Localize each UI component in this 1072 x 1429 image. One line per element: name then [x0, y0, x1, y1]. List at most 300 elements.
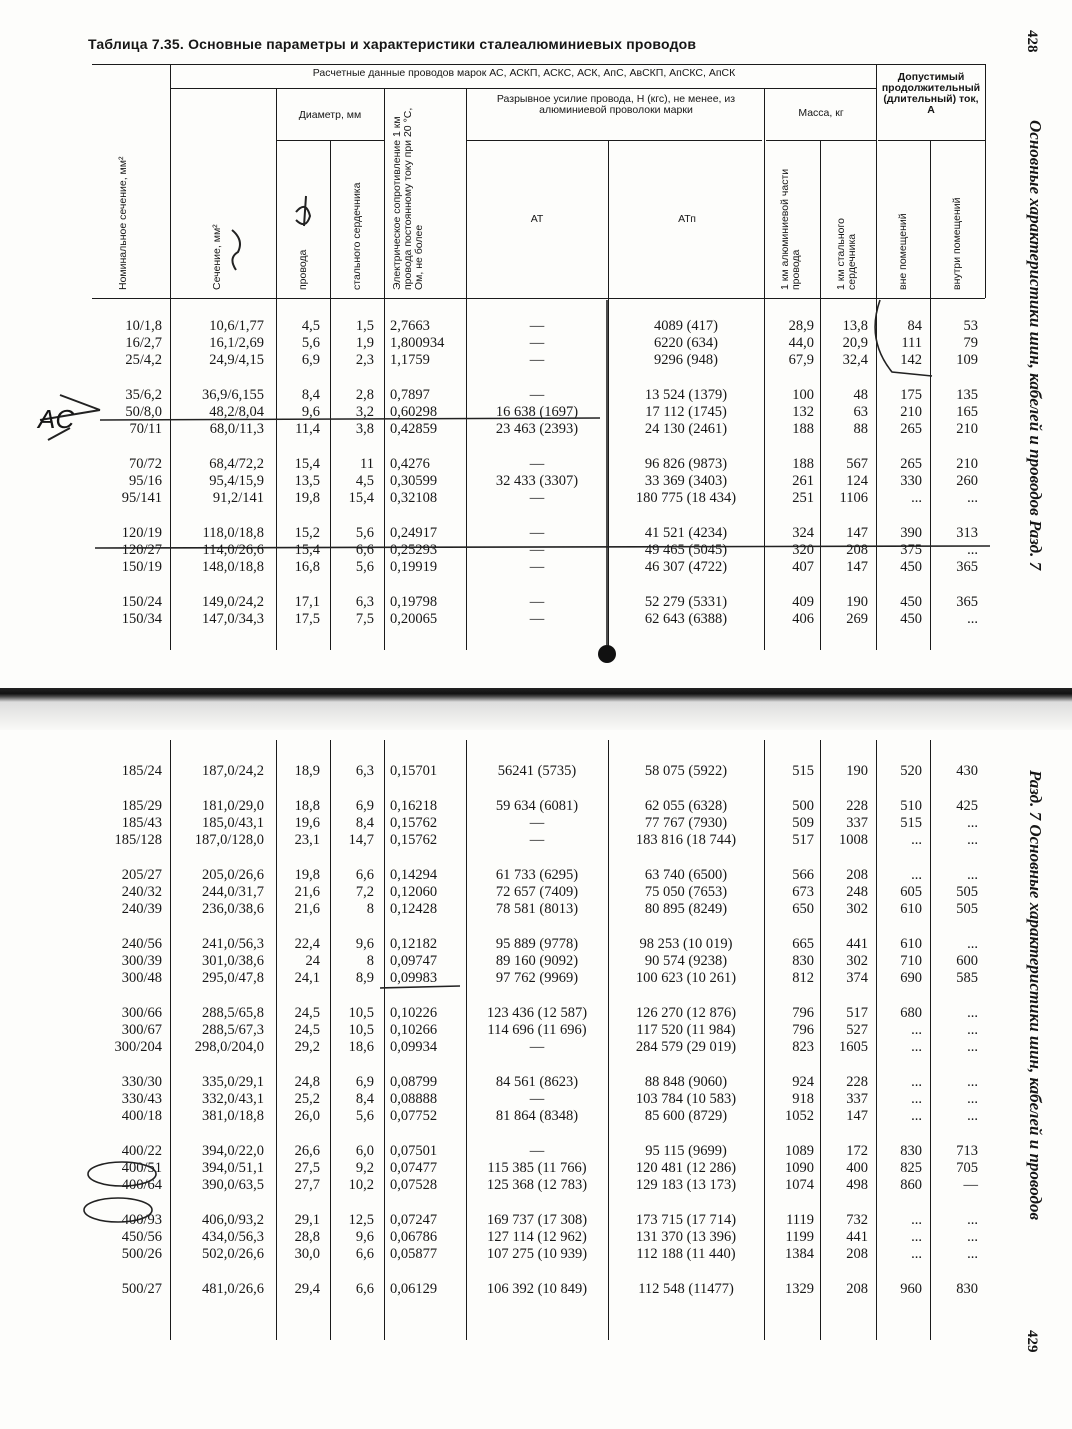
cell-d: 17,5: [294, 611, 320, 627]
cell-atp: 49 465 (5045): [644, 542, 728, 558]
cell-r: 0,14294: [390, 867, 438, 883]
cell-ms: 441: [846, 936, 868, 952]
cell-at: —: [529, 318, 545, 334]
cell-atp: 33 369 (3403): [644, 473, 728, 489]
cell-n: 400/18: [121, 1108, 162, 1124]
cell-atp: 17 112 (1745): [645, 404, 727, 420]
cell-ms: 1008: [839, 832, 868, 848]
cell-atp: 62 643 (6388): [644, 611, 728, 627]
page-number-top: 428: [1024, 30, 1040, 53]
cell-s: 434,0/56,3: [201, 1229, 264, 1245]
header-mass: Масса, кг: [798, 107, 844, 119]
cell-ms: 337: [846, 1091, 868, 1107]
cell-atp: 112 188 (11 440): [636, 1246, 736, 1262]
cell-at: —: [529, 815, 545, 831]
cell-ii: ...: [967, 815, 978, 831]
cell-ms: 124: [846, 473, 868, 489]
cell-at: —: [529, 335, 545, 351]
cell-n: 95/16: [128, 473, 162, 489]
cell-r: 0,07247: [390, 1212, 438, 1228]
cell-s: 244,0/31,7: [201, 884, 264, 900]
cell-ma: 796: [792, 1005, 814, 1021]
running-head-bottom: Разд. 7 Основные характеристики шин, кабелей и проводов: [1026, 770, 1045, 1221]
cell-atp: 52 279 (5331): [644, 594, 728, 610]
cell-ma: 517: [792, 832, 814, 848]
cell-dc: 6,6: [355, 867, 374, 883]
cell-at: 16 638 (1697): [495, 404, 579, 420]
cell-ms: 302: [846, 901, 868, 917]
cell-atp: 96 826 (9873): [644, 456, 728, 472]
cell-io: ...: [911, 1212, 922, 1228]
cell-io: ...: [911, 1022, 922, 1038]
cell-n: 70/72: [128, 456, 162, 472]
cell-ma: 407: [792, 559, 814, 575]
cell-r: 2,7663: [390, 318, 430, 334]
cell-dc: 7,2: [355, 884, 374, 900]
cell-s: 24,9/4,15: [209, 352, 264, 368]
cell-ii: ...: [967, 1022, 978, 1038]
cell-r: 0,12428: [390, 901, 438, 917]
cell-atp: 24 130 (2461): [644, 421, 728, 437]
cell-io: ...: [911, 867, 922, 883]
cell-s: 187,0/24,2: [201, 763, 264, 779]
cell-ii: ...: [967, 1229, 978, 1245]
cell-io: 610: [900, 901, 922, 917]
cell-io: 450: [900, 611, 922, 627]
cell-atp: 85 600 (8729): [644, 1108, 728, 1124]
cell-dc: 6,6: [355, 1246, 374, 1262]
cell-ms: 302: [846, 953, 868, 969]
cell-s: 10,6/1,77: [209, 318, 264, 334]
cell-ma: 509: [792, 815, 814, 831]
cell-ma: 665: [792, 936, 814, 952]
cell-atp: 98 253 (10 019): [639, 936, 733, 952]
cell-ms: 190: [846, 594, 868, 610]
cell-ms: 567: [846, 456, 868, 472]
cell-s: 295,0/47,8: [201, 970, 264, 986]
cell-n: 25/4,2: [125, 352, 162, 368]
cell-ma: 1384: [785, 1246, 814, 1262]
cell-ii: ...: [967, 1039, 978, 1055]
cell-atp: 183 816 (18 744): [635, 832, 737, 848]
cell-ii: ...: [967, 490, 978, 506]
cell-at: —: [529, 594, 545, 610]
cell-io: 860: [900, 1177, 922, 1193]
cell-s: 205,0/26,6: [201, 867, 264, 883]
cell-at: 127 114 (12 962): [487, 1229, 587, 1245]
cell-ii: 705: [956, 1160, 978, 1176]
cell-io: ...: [911, 832, 922, 848]
cell-s: 335,0/29,1: [201, 1074, 264, 1090]
cell-atp: 58 075 (5922): [644, 763, 728, 779]
cell-s: 68,0/11,3: [209, 421, 264, 437]
cell-d: 6,9: [301, 352, 320, 368]
cell-dc: 9,6: [355, 936, 374, 952]
cell-dc: 1,9: [355, 335, 374, 351]
cell-dc: 6,6: [355, 1281, 374, 1297]
cell-dc: 1,5: [355, 318, 374, 334]
cell-at: 32 433 (3307): [495, 473, 579, 489]
cell-d: 26,0: [294, 1108, 320, 1124]
cell-ma: 515: [792, 763, 814, 779]
cell-r: 0,10226: [390, 1005, 438, 1021]
cell-io: 825: [900, 1160, 922, 1176]
cell-ma: 188: [792, 421, 814, 437]
cell-dc: 14,7: [348, 832, 374, 848]
cell-d: 18,9: [294, 763, 320, 779]
cell-n: 50/8,0: [125, 404, 162, 420]
cell-io: 830: [900, 1143, 922, 1159]
cell-r: 0,32108: [390, 490, 438, 506]
cell-d: 24,5: [294, 1005, 320, 1021]
cell-ma: 320: [792, 542, 814, 558]
cell-at: 23 463 (2393): [495, 421, 579, 437]
cell-r: 0,12060: [390, 884, 438, 900]
cell-atp: 9296 (948): [653, 352, 719, 368]
cell-ii: 109: [956, 352, 978, 368]
cell-ma: 100: [792, 387, 814, 403]
cell-io: ...: [911, 1091, 922, 1107]
cell-atp: 131 370 (13 396): [635, 1229, 737, 1245]
cell-at: 81 864 (8348): [495, 1108, 579, 1124]
cell-atp: 46 307 (4722): [644, 559, 728, 575]
cell-r: 0,09983: [390, 970, 438, 986]
cell-ms: 88: [853, 421, 868, 437]
cell-n: 120/19: [121, 525, 162, 541]
cell-atp: 95 115 (9699): [645, 1143, 727, 1159]
cell-at: 59 634 (6081): [495, 798, 579, 814]
cell-atp: 6220 (634): [653, 335, 719, 351]
cell-d: 19,8: [294, 867, 320, 883]
cell-at: 97 762 (9969): [495, 970, 579, 986]
cell-s: 149,0/24,2: [201, 594, 264, 610]
cell-ma: 44,0: [788, 335, 814, 351]
cell-ii: ...: [967, 936, 978, 952]
cell-atp: 4089 (417): [653, 318, 719, 334]
cell-s: 114,0/26,6: [202, 542, 264, 558]
cell-ms: 441: [846, 1229, 868, 1245]
cell-dc: 6,0: [355, 1143, 374, 1159]
cell-ms: 13,8: [842, 318, 868, 334]
cell-at: 95 889 (9778): [495, 936, 579, 952]
cell-atp: 63 740 (6500): [644, 867, 728, 883]
cell-ma: 1329: [785, 1281, 814, 1297]
cell-at: —: [529, 611, 545, 627]
header-mass-al: 1 км алюминиевой части провода: [779, 168, 802, 290]
cell-n: 35/6,2: [125, 387, 162, 403]
cell-ii: ...: [967, 1005, 978, 1021]
cell-r: 0,06786: [390, 1229, 438, 1245]
cell-s: 298,0/204,0: [194, 1039, 264, 1055]
cell-at: 61 733 (6295): [495, 867, 579, 883]
cell-d: 19,6: [294, 815, 320, 831]
cell-dc: 8,4: [355, 1091, 374, 1107]
cell-io: 710: [900, 953, 922, 969]
cell-d: 23,1: [294, 832, 320, 848]
page-number-bottom: 429: [1024, 1330, 1040, 1353]
cell-r: 0,42859: [390, 421, 438, 437]
running-head-top: Основные характеристики шин, кабелей и проводов Разд. 7: [1026, 120, 1045, 571]
cell-d: 15,4: [294, 542, 320, 558]
cell-r: 0,09747: [390, 953, 438, 969]
cell-ma: 1089: [785, 1143, 814, 1159]
cell-ma: 812: [792, 970, 814, 986]
cell-ms: 208: [846, 1281, 868, 1297]
cell-dc: 8,9: [355, 970, 374, 986]
cell-atp: 80 895 (8249): [644, 901, 728, 917]
cell-s: 118,0/18,8: [202, 525, 264, 541]
header-break-at: АТ: [530, 213, 544, 225]
cell-r: 0,10266: [390, 1022, 438, 1038]
cell-ma: 796: [792, 1022, 814, 1038]
cell-at: 114 696 (11 696): [487, 1022, 587, 1038]
cell-d: 15,4: [294, 456, 320, 472]
cell-ii: —: [963, 1177, 978, 1193]
header-diameter: Диаметр, мм: [298, 109, 362, 121]
cell-dc: 8: [366, 953, 374, 969]
cell-atp: 62 055 (6328): [644, 798, 728, 814]
cell-atp: 13 524 (1379): [644, 387, 728, 403]
cell-atp: 100 623 (10 261): [635, 970, 737, 986]
cell-s: 288,5/65,8: [201, 1005, 264, 1021]
cell-r: 0,05877: [390, 1246, 438, 1262]
cell-n: 185/24: [121, 763, 162, 779]
cell-io: 610: [900, 936, 922, 952]
cell-n: 150/24: [121, 594, 162, 610]
cell-ms: 527: [846, 1022, 868, 1038]
cell-ii: ...: [967, 1108, 978, 1124]
cell-ma: 1119: [786, 1212, 814, 1228]
scan-fold: [0, 688, 1072, 702]
cell-n: 300/204: [114, 1039, 162, 1055]
header-cur-out: вне помещений: [897, 213, 909, 290]
cell-s: 332,0/43,1: [201, 1091, 264, 1107]
cell-n: 120/27: [121, 542, 162, 558]
cell-io: 175: [900, 387, 922, 403]
cell-ii: ...: [967, 867, 978, 883]
cell-ii: 53: [963, 318, 978, 334]
cell-ms: 208: [846, 1246, 868, 1262]
cell-n: 400/64: [121, 1177, 162, 1193]
cell-r: 0,08799: [390, 1074, 438, 1090]
cell-io: 265: [900, 456, 922, 472]
cell-r: 0,07501: [390, 1143, 438, 1159]
cell-at: —: [529, 525, 545, 541]
cell-s: 394,0/22,0: [201, 1143, 264, 1159]
cell-io: ...: [911, 1108, 922, 1124]
cell-ma: 132: [792, 404, 814, 420]
cell-ii: ...: [967, 1246, 978, 1262]
cell-at: —: [529, 1039, 545, 1055]
cell-ma: 1074: [785, 1177, 814, 1193]
cell-n: 300/66: [121, 1005, 162, 1021]
cell-dc: 6,9: [355, 1074, 374, 1090]
cell-r: 0,16218: [390, 798, 438, 814]
cell-atp: 77 767 (7930): [644, 815, 728, 831]
cell-ms: 32,4: [842, 352, 868, 368]
cell-n: 500/27: [121, 1281, 162, 1297]
cell-dc: 6,9: [355, 798, 374, 814]
cell-s: 236,0/38,6: [201, 901, 264, 917]
cell-dc: 8,4: [355, 815, 374, 831]
cell-at: —: [529, 559, 545, 575]
cell-d: 30,0: [294, 1246, 320, 1262]
cell-s: 301,0/38,6: [201, 953, 264, 969]
cell-ms: 732: [846, 1212, 868, 1228]
cell-d: 8,4: [301, 387, 320, 403]
cell-ma: 1090: [785, 1160, 814, 1176]
cell-s: 241,0/56,3: [201, 936, 264, 952]
cell-d: 18,8: [294, 798, 320, 814]
cell-atp: 120 481 (12 286): [635, 1160, 737, 1176]
header-nominal-section: Номинальное сечение, мм²: [117, 156, 129, 290]
cell-io: 960: [900, 1281, 922, 1297]
cell-ma: 261: [792, 473, 814, 489]
cell-n: 300/48: [121, 970, 162, 986]
header-breaking: Разрывное усилие провода, Н (кгс), не менее, из алюминиевой проволоки марки: [496, 93, 736, 116]
cell-at: —: [529, 832, 545, 848]
cell-ms: 248: [846, 884, 868, 900]
cell-dc: 9,6: [355, 1229, 374, 1245]
cell-n: 400/93: [121, 1212, 162, 1228]
cell-atp: 112 548 (11477): [638, 1281, 734, 1297]
cell-atp: 173 715 (17 714): [635, 1212, 737, 1228]
cell-ms: 190: [846, 763, 868, 779]
cell-dc: 5,6: [355, 1108, 374, 1124]
cell-ii: 365: [956, 594, 978, 610]
cell-io: 450: [900, 594, 922, 610]
cell-at: 106 392 (10 849): [486, 1281, 588, 1297]
cell-r: 0,25293: [390, 542, 438, 558]
cell-r: 0,07528: [390, 1177, 438, 1193]
cell-s: 181,0/29,0: [201, 798, 264, 814]
cell-at: 84 561 (8623): [495, 1074, 579, 1090]
header-break-atp: АТп: [678, 213, 696, 225]
header-diam-core: стального сердечника: [351, 182, 363, 290]
cell-d: 5,6: [301, 335, 320, 351]
cell-at: 123 436 (12 587): [486, 1005, 588, 1021]
cell-dc: 6,3: [355, 763, 374, 779]
cell-io: 605: [900, 884, 922, 900]
cell-r: 0,09934: [390, 1039, 438, 1055]
cell-s: 390,0/63,5: [201, 1177, 264, 1193]
cell-d: 4,5: [301, 318, 320, 334]
cell-n: 500/26: [121, 1246, 162, 1262]
cell-ms: 374: [846, 970, 868, 986]
cell-s: 68,4/72,2: [209, 456, 264, 472]
cell-ii: 430: [956, 763, 978, 779]
margin-note-ac: AC: [38, 404, 75, 434]
cell-r: 0,07477: [390, 1160, 438, 1176]
cell-dc: 3,8: [355, 421, 374, 437]
cell-dc: 2,8: [355, 387, 374, 403]
cell-d: 27,7: [294, 1177, 320, 1193]
cell-ma: 1052: [785, 1108, 814, 1124]
cell-d: 29,4: [294, 1281, 320, 1297]
cell-ms: 147: [846, 1108, 868, 1124]
cell-s: 147,0/34,3: [201, 611, 264, 627]
cell-dc: 2,3: [355, 352, 374, 368]
cell-dc: 10,5: [348, 1005, 374, 1021]
cell-io: 450: [900, 559, 922, 575]
cell-ma: 650: [792, 901, 814, 917]
cell-ms: 63: [853, 404, 868, 420]
cell-r: 0,4276: [390, 456, 430, 472]
cell-dc: 3,2: [355, 404, 374, 420]
cell-d: 29,1: [294, 1212, 320, 1228]
cell-ii: 210: [956, 456, 978, 472]
cell-at: 107 275 (10 939): [486, 1246, 588, 1262]
cell-io: 210: [900, 404, 922, 420]
cell-io: ...: [911, 1246, 922, 1262]
cell-r: 1,1759: [390, 352, 430, 368]
cell-at: 125 368 (12 783): [486, 1177, 588, 1193]
cell-r: 0,06129: [390, 1281, 438, 1297]
cell-dc: 5,6: [355, 525, 374, 541]
cell-n: 240/32: [121, 884, 162, 900]
cell-s: 288,5/67,3: [201, 1022, 264, 1038]
cell-n: 400/51: [121, 1160, 162, 1176]
cell-atp: 126 270 (12 876): [635, 1005, 737, 1021]
cell-ii: 313: [956, 525, 978, 541]
cell-dc: 12,5: [348, 1212, 374, 1228]
cell-r: 0,08888: [390, 1091, 438, 1107]
cell-ms: 400: [846, 1160, 868, 1176]
cell-ii: 260: [956, 473, 978, 489]
header-diam-wire: провода: [297, 249, 309, 290]
cell-ma: 406: [792, 611, 814, 627]
cell-r: 0,20065: [390, 611, 438, 627]
cell-ms: 228: [846, 798, 868, 814]
cell-atp: 88 848 (9060): [644, 1074, 728, 1090]
cell-atp: 41 521 (4234): [644, 525, 728, 541]
cell-d: 22,4: [294, 936, 320, 952]
cell-d: 24,1: [294, 970, 320, 986]
cell-io: 265: [900, 421, 922, 437]
cell-r: 1,800934: [390, 335, 445, 351]
cell-ma: 409: [792, 594, 814, 610]
cell-atp: 129 183 (13 173): [635, 1177, 737, 1193]
cell-at: 89 160 (9092): [495, 953, 579, 969]
cell-s: 148,0/18,8: [201, 559, 264, 575]
cell-dc: 6,3: [355, 594, 374, 610]
cell-s: 48,2/8,04: [209, 404, 264, 420]
cell-io: 520: [900, 763, 922, 779]
cell-dc: 5,6: [355, 559, 374, 575]
cell-dc: 10,2: [348, 1177, 374, 1193]
cell-ms: 498: [846, 1177, 868, 1193]
cell-ma: 251: [792, 490, 814, 506]
cell-n: 16/2,7: [125, 335, 162, 351]
cell-n: 450/56: [121, 1229, 162, 1245]
cell-io: 330: [900, 473, 922, 489]
cell-ma: 188: [792, 456, 814, 472]
cell-at: —: [529, 1143, 545, 1159]
cell-n: 150/19: [121, 559, 162, 575]
cell-atp: 284 579 (29 019): [635, 1039, 737, 1055]
cell-d: 19,8: [294, 490, 320, 506]
cell-ms: 228: [846, 1074, 868, 1090]
cell-io: 690: [900, 970, 922, 986]
cell-n: 185/29: [121, 798, 162, 814]
cell-ii: ...: [967, 1212, 978, 1228]
cell-n: 330/43: [121, 1091, 162, 1107]
cell-ii: 365: [956, 559, 978, 575]
cell-ms: 208: [846, 542, 868, 558]
ink-blob: [598, 645, 616, 663]
table-caption: Таблица 7.35. Основные параметры и характеристики сталеалюминиевых проводов: [88, 36, 697, 52]
cell-ii: ...: [967, 542, 978, 558]
